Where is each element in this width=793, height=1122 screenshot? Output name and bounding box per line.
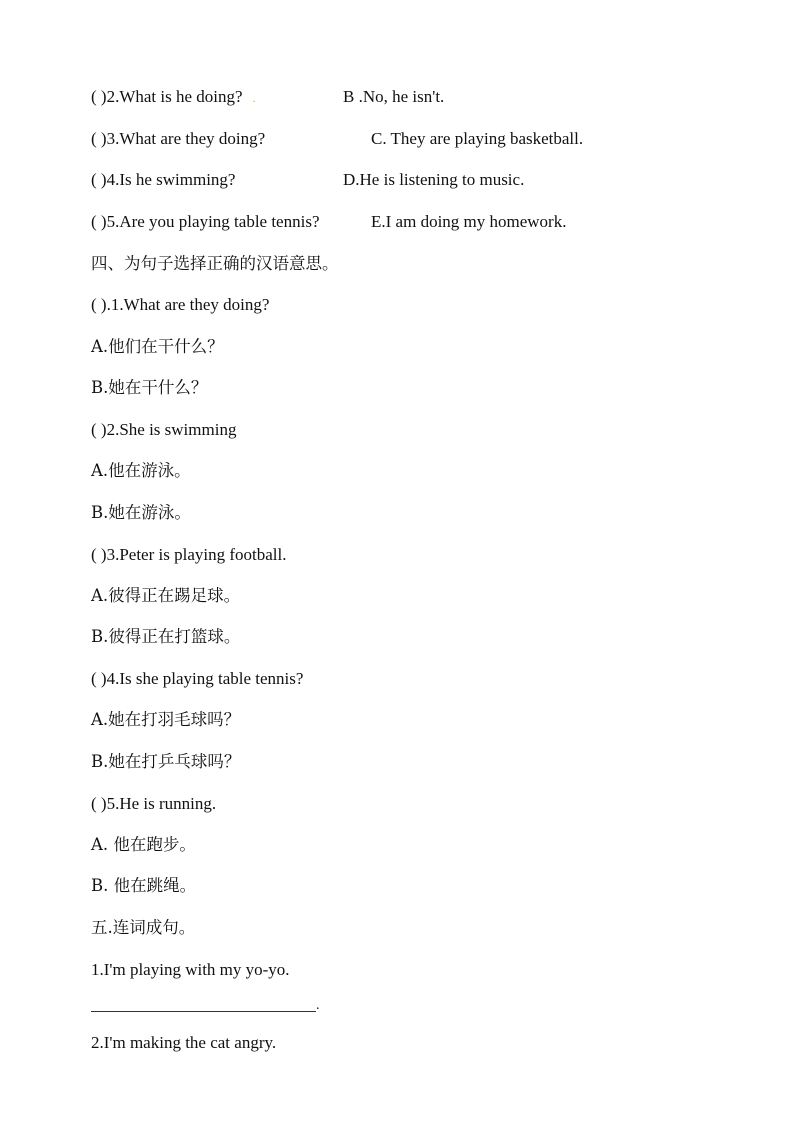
s4-option-a-1: A.他们在干什么？ [91,337,224,356]
s4-question-1: ( ).1.What are they doing? [91,295,270,314]
blank-end-period: . [316,998,320,1013]
match-answer-b: B .No, he isn't. [343,87,445,106]
section-4-title: 四、为句子选择正确的汉语意思。 [91,254,339,273]
s4-question-4: ( )4.Is she playing table tennis? [91,669,304,688]
s4-question-5: ( )5.He is running. [91,794,217,813]
match-question-4: ( )4.Is he swimming? [91,170,236,189]
s4-option-b-3: B.彼得正在打篮球。 [91,627,241,646]
match-question-5: ( )5.Are you playing table tennis? [91,212,320,231]
match-answer-c: C. They are playing basketball. [371,129,584,148]
mark-dot: . [252,91,256,105]
s4-question-2: ( )2.She is swimming [91,420,237,439]
match-question-3: ( )3.What are they doing? [91,129,266,148]
s4-option-b-1: B.她在干什么？ [91,378,208,397]
s4-option-a-2: A.他在游泳。 [91,461,191,480]
s4-question-3: ( )3.Peter is playing football. [91,545,287,564]
s4-option-b-4: B.她在打乒乓球吗？ [91,752,241,771]
section-5-title: 五.连词成句。 [91,918,196,937]
s5-item-1: 1.I'm playing with my yo-yo. [91,960,290,979]
match-answer-e: E.I am doing my homework. [371,212,567,231]
match-answer-d: D.He is listening to music. [343,170,525,189]
s4-option-a-3: A.彼得正在踢足球。 [91,586,241,605]
s5-item-2: 2.I'm making the cat angry. [91,1033,277,1052]
s4-option-a-4: A.她在打羽毛球吗？ [91,710,241,729]
match-question-2: ( )2.What is he doing? . [91,87,256,106]
s4-option-b-5: B. 他在跳绳。 [91,876,197,895]
answer-blank-line[interactable] [91,1011,316,1012]
s4-option-a-5: A. 他在跑步。 [91,835,196,854]
s4-option-b-2: B.她在游泳。 [91,503,191,522]
